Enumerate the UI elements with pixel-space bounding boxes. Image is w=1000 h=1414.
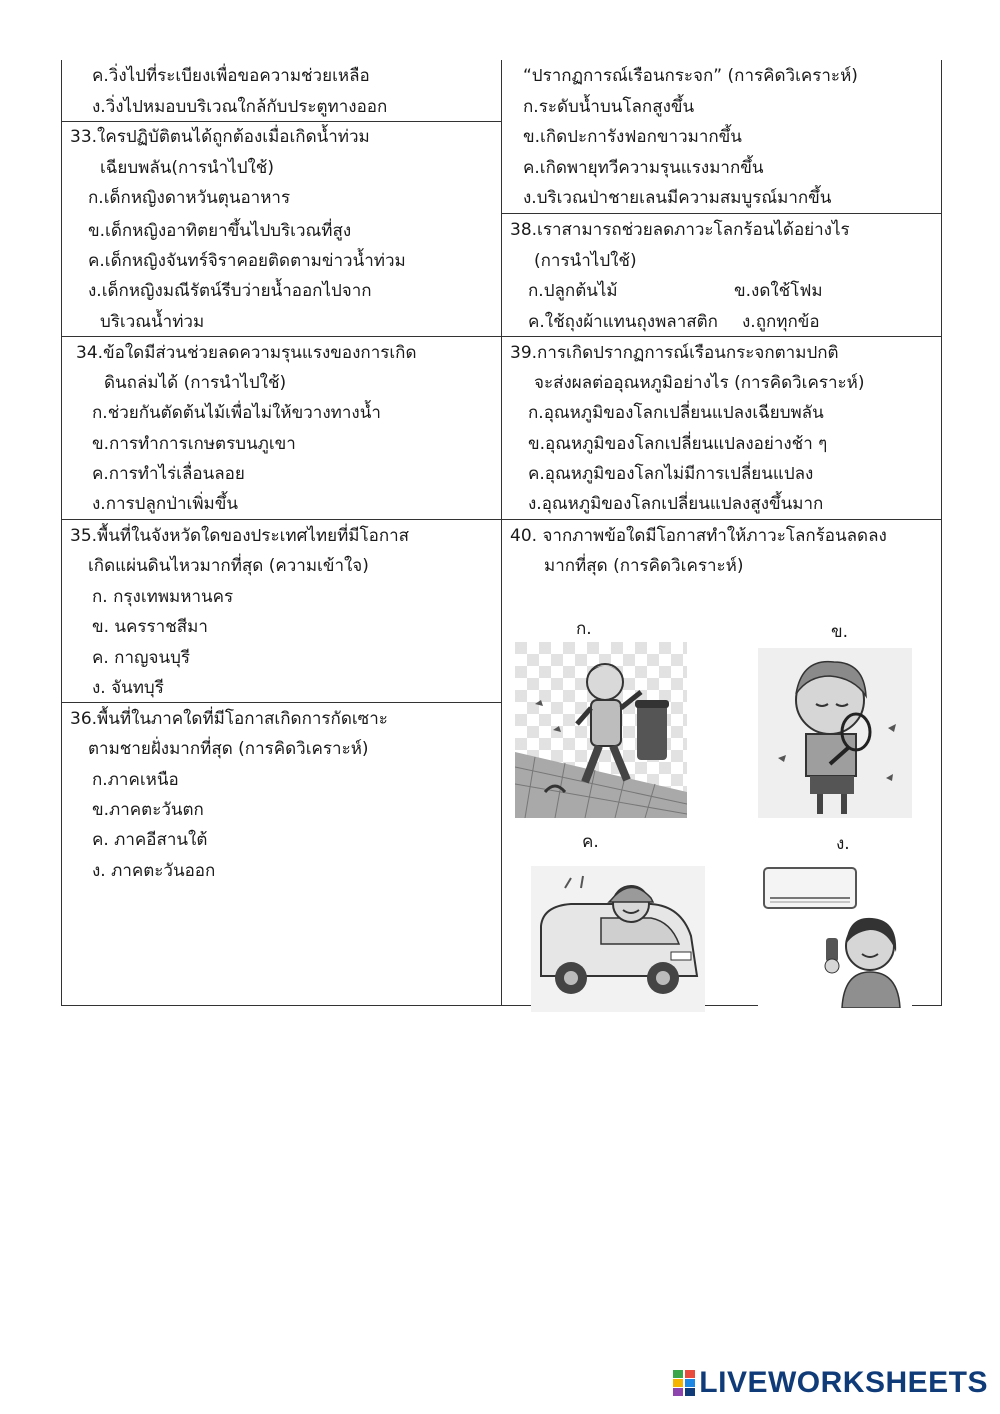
left-divider-35 [61,519,501,520]
left-cont-line: ง.วิ่งไปหมอบบริเวณใกล้กับประตูทางออก [92,97,388,117]
q40-picture-c[interactable] [531,866,705,1012]
q39-choice-b[interactable]: ข.อุณหภูมิของโลกเปลี่ยนแปลงอย่างช้า ๆ [528,434,828,454]
q39-choice-c[interactable]: ค.อุณหภูมิของโลกไม่มีการเปลี่ยนแปลง [528,464,814,484]
q33-question: เฉียบพลัน(การนำไปใช้) [100,158,274,178]
q39-question: 39.การเกิดปรากฏการณ์เรือนกระจกตามปกติ [510,343,839,363]
q34-question: 34.ข้อใดมีส่วนช่วยลดความรุนแรงของการเกิด [76,343,417,363]
q39-choice-a[interactable]: ก.อุณหภูมิของโลกเปลี่ยนแปลงเฉียบพลัน [528,403,824,423]
q35-choice-c[interactable]: ค. กาญจนบุรี [92,648,191,668]
q38-choice-b[interactable]: ข.งดใช้โฟม [734,281,823,301]
liveworksheets-logo [673,1366,988,1400]
q40-question: 40. จากภาพข้อใดมีโอกาสทำให้ภาวะโลกร้อนลดลง [510,526,887,546]
q36-choice-a[interactable]: ก.ภาคเหนือ [92,770,179,790]
q33-choice-c[interactable]: ค.เด็กหญิงจันทร์จิราคอยติดตามข่าวน้ำท่วม [88,251,406,271]
left-divider-33 [61,121,501,122]
right-divider-39 [501,336,942,337]
q40-label-b: ข. [831,622,849,642]
right-cont-line: “ปรากฏการณ์เรือนกระจก” (การคิดวิเคราะห์) [523,66,858,86]
left-border [61,60,62,1006]
q40-picture-b[interactable] [758,648,912,818]
q36-question: 36.พื้นที่ในภาคใดที่มีโอกาสเกิดการกัดเซาะ [70,709,388,729]
q40-label-d: ง. [836,834,850,854]
right-divider-40 [501,519,942,520]
q33-question: 33.ใครปฏิบัติตนได้ถูกต้องเมื่อเกิดน้ำท่วม [70,127,370,147]
woman-air-conditioner-illustration [758,860,912,1008]
worksheet-table [61,60,942,1006]
q38-question: (การนำไปใช้) [534,251,637,271]
liveworksheets-logo-text: LIVEWORKSHEETS [699,1366,988,1399]
center-divider [501,60,502,1006]
q36-question: ตามชายฝั่งมากที่สุด (การคิดวิเคราะห์) [88,739,369,759]
q36-choice-d[interactable]: ง. ภาคตะวันออก [92,861,216,881]
q34-choice-c[interactable]: ค.การทำไร่เลื่อนลอย [92,464,245,484]
q35-choice-a[interactable]: ก. กรุงเทพมหานคร [92,587,234,607]
left-divider-34 [61,336,501,337]
q39-question: จะส่งผลต่ออุณหภูมิอย่างไร (การคิดวิเคราะห์) [534,373,865,393]
q40-label-a: ก. [576,619,592,639]
q38-choice-a[interactable]: ก.ปลูกต้นไม้ [528,281,618,301]
q35-question: เกิดแผ่นดินไหวมากที่สุด (ความเข้าใจ) [88,556,369,576]
q33-choice-b[interactable]: ข.เด็กหญิงอาทิตยาขึ้นไปบริเวณที่สูง [88,221,352,241]
q36-choice-b[interactable]: ข.ภาคตะวันตก [92,800,204,820]
right-cont-line: ก.ระดับน้ำบนโลกสูงขึ้น [523,97,695,117]
liveworksheets-logo-icon [673,1370,695,1396]
q35-choice-b[interactable]: ข. นครราชสีมา [92,617,208,637]
right-cont-line: ค.เกิดพายุทวีความรุนแรงมากขึ้น [523,158,764,178]
boy-with-racket-illustration [758,648,912,818]
q35-choice-d[interactable]: ง. จันทบุรี [92,678,164,698]
person-littering-illustration [515,642,687,818]
q35-question: 35.พื้นที่ในจังหวัดใดของประเทศไทยที่มีโอกาส [70,526,410,546]
q38-choice-c[interactable]: ค.ใช้ถุงผ้าแทนถุงพลาสติก [528,312,718,332]
right-cont-line: ข.เกิดปะการังฟอกขาวมากขึ้น [523,127,742,147]
right-cont-line: ง.บริเวณป่าชายเลนมีความสมบูรณ์มากขึ้น [523,188,832,208]
q33-choice-d-cont: บริเวณน้ำท่วม [100,312,205,332]
q40-picture-a[interactable] [515,642,687,818]
q40-picture-d[interactable] [758,860,912,1008]
q40-question: มากที่สุด (การคิดวิเคราะห์) [544,556,744,576]
q38-question: 38.เราสามารถช่วยลดภาวะโลกร้อนได้อย่างไร [510,220,850,240]
left-cont-line: ค.วิ่งไปที่ระเบียงเพื่อขอความช่วยเหลือ [92,66,370,86]
q34-choice-d[interactable]: ง.การปลูกป่าเพิ่มขึ้น [92,494,238,514]
q34-question: ดินถล่มได้ (การนำไปใช้) [104,373,287,393]
q34-choice-a[interactable]: ก.ช่วยกันตัดต้นไม้เพื่อไม่ให้ขวางทางน้ำ [92,403,381,423]
left-divider-36 [61,702,501,703]
q34-choice-b[interactable]: ข.การทำการเกษตรบนภูเขา [92,434,296,454]
q40-label-c: ค. [582,832,599,852]
q33-choice-d[interactable]: ง.เด็กหญิงมณีรัตน์รีบว่ายน้ำออกไปจาก [88,281,372,301]
right-divider-38 [501,213,942,214]
q36-choice-c[interactable]: ค. ภาคอีสานใต้ [92,830,208,850]
q33-choice-a[interactable]: ก.เด็กหญิงดาหวันตุนอาหาร [88,188,291,208]
q39-choice-d[interactable]: ง.อุณหภูมิของโลกเปลี่ยนแปลงสูงขึ้นมาก [528,494,824,514]
right-border [941,60,942,1006]
man-driving-van-illustration [531,866,705,1012]
q38-choice-d[interactable]: ง.ถูกทุกข้อ [742,312,820,332]
